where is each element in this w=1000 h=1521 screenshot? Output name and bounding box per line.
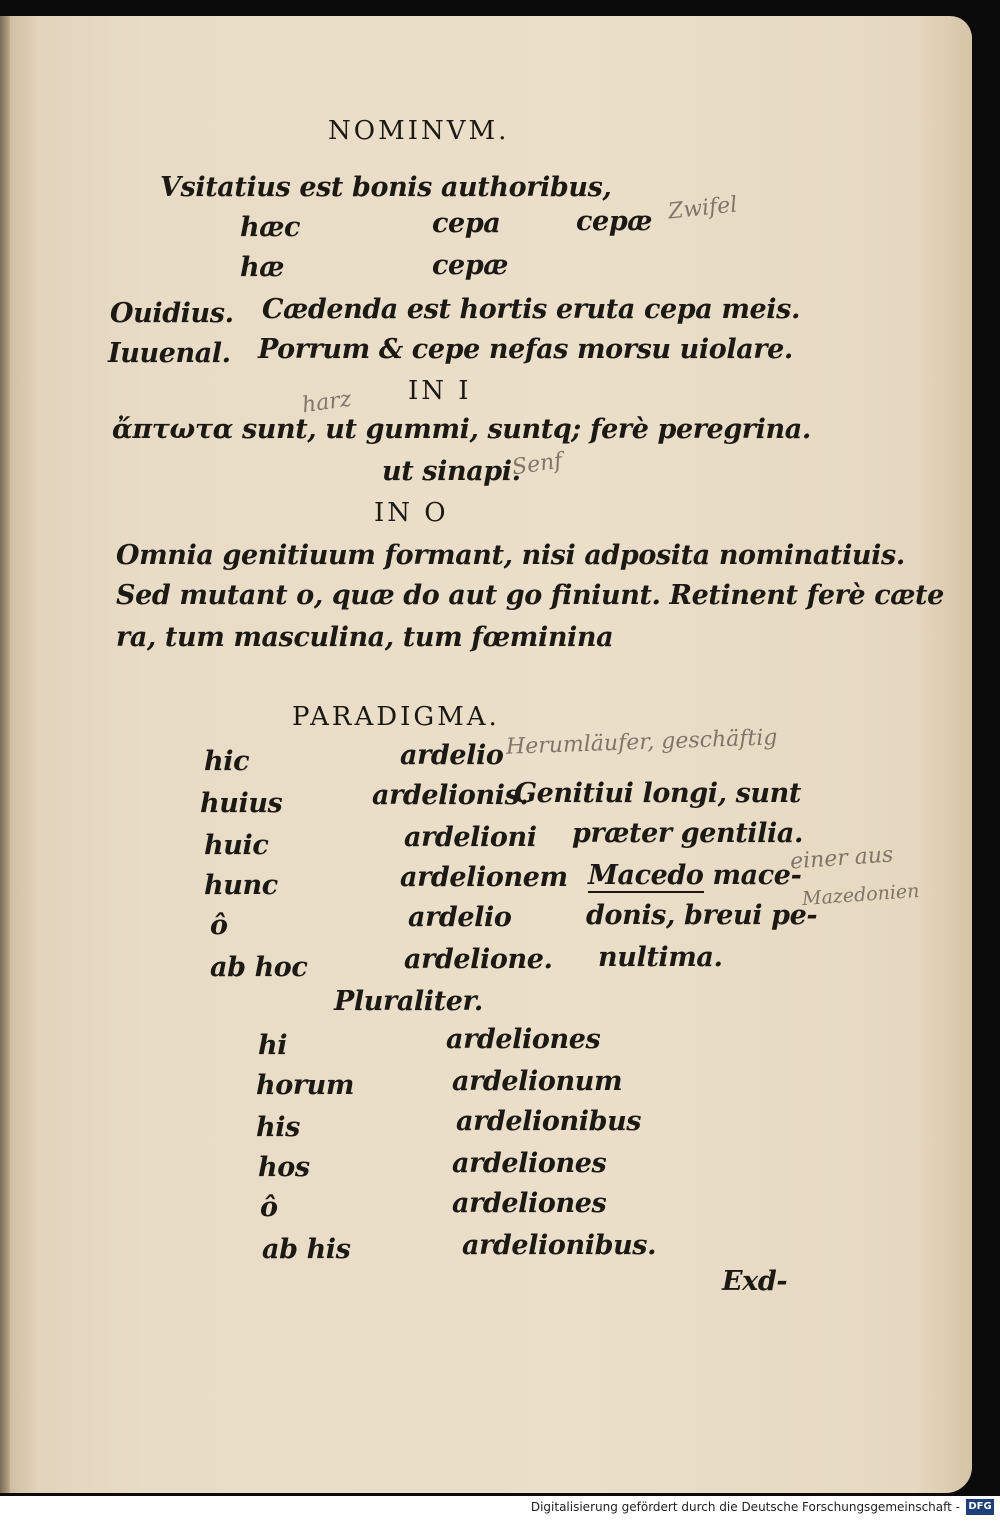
- paradigm-case: hunc: [204, 870, 278, 901]
- paradigm-case: ab his: [262, 1234, 351, 1265]
- paradigm-case: ô: [210, 910, 228, 941]
- section-title-in-i: IN I: [408, 376, 472, 406]
- section-title-in-o: IN O: [374, 498, 449, 528]
- intro-genitive: cepæ: [576, 206, 653, 237]
- paradigm-form: ardelio: [408, 902, 512, 933]
- paradigm-case: his: [256, 1112, 300, 1143]
- paradigm-form: ardelioni: [404, 822, 537, 853]
- paradigm-form: ardelionum: [452, 1066, 623, 1097]
- marginal-annotation: Mazedonien: [801, 879, 921, 911]
- paradigm-note: nultima.: [598, 942, 723, 973]
- paradigm-form: ardelionibus.: [462, 1230, 657, 1261]
- marginal-annotation: Herumläufer, geschäftig: [505, 725, 778, 760]
- paradigm-form: ardelio: [400, 740, 504, 771]
- marginal-annotation: Zwifel: [666, 192, 739, 225]
- paradigm-form: ardeliones: [452, 1148, 607, 1179]
- intro-article: hæc: [240, 212, 301, 243]
- citation-author: Iuuenal.: [108, 338, 231, 369]
- intro-nominative: cepa: [432, 208, 501, 239]
- citation-verse: Porrum & cepe nefas morsu uiolare.: [258, 334, 793, 365]
- dfg-logo: DFG: [966, 1499, 994, 1515]
- marginal-annotation: Senf: [510, 448, 564, 481]
- plural-label: Pluraliter.: [334, 986, 483, 1017]
- paradigm-form: ardelione.: [404, 944, 553, 975]
- paradigm-case: huic: [204, 830, 269, 861]
- paradigm-form: ardeliones: [446, 1024, 601, 1055]
- marginal-annotation: einer aus: [789, 842, 895, 875]
- citation-author: Ouidius.: [110, 298, 234, 329]
- section-o-line: Omnia genitiuum formant, nisi adposita nominatiuis.: [116, 540, 905, 571]
- paradigm-note: Genitiui longi, sunt: [514, 778, 801, 809]
- intro-article: hæ: [240, 252, 284, 283]
- section-i-line: ut sinapi.: [382, 456, 521, 487]
- paradigm-case: hic: [204, 746, 250, 777]
- paradigm-form: ardelionibus: [456, 1106, 642, 1137]
- catchword: Exd-: [722, 1266, 788, 1297]
- paradigm-case: ab hoc: [210, 952, 308, 983]
- book-spine: [0, 16, 10, 1493]
- paradigm-case: hi: [258, 1030, 288, 1061]
- intro-line: Vsitatius est bonis authoribus,: [160, 172, 612, 203]
- paradigm-case: ô: [260, 1192, 278, 1223]
- paradigm-note-underlined: Macedo: [588, 860, 704, 891]
- paradigm-note-rest: mace-: [703, 860, 802, 891]
- footer-bar: [0, 1496, 1000, 1521]
- paradigma-title: PARADIGMA.: [292, 702, 500, 732]
- citation-verse: Cædenda est hortis eruta cepa meis.: [262, 294, 800, 325]
- paradigm-note: præter gentilia.: [572, 818, 803, 849]
- section-o-line: ra, tum masculina, tum fœminina: [116, 622, 614, 653]
- section-o-line: Sed mutant o, quæ do aut go finiunt. Retinent ferè cæte: [116, 580, 944, 611]
- section-i-line: ἄπτωτα sunt, ut gummi, suntq; ferè peregrina.: [112, 414, 811, 445]
- paradigm-form: ardelionis.: [372, 780, 529, 811]
- paradigm-note: donis, breui pe-: [586, 900, 818, 931]
- marginal-annotation: harz: [300, 386, 353, 419]
- paradigm-case: horum: [256, 1070, 355, 1101]
- paradigm-form: ardeliones: [452, 1188, 607, 1219]
- page-heading: NOMINVM.: [328, 116, 510, 146]
- intro-nominative: cepæ: [432, 250, 509, 281]
- footer-credit: Digitalisierung gefördert durch die Deutsche Forschungsgemeinschaft -: [530, 1500, 960, 1514]
- paradigm-case: hos: [258, 1152, 310, 1183]
- paradigm-note: [588, 860, 801, 891]
- paradigm-case: huius: [200, 788, 283, 819]
- paradigm-form: ardelionem: [400, 862, 568, 893]
